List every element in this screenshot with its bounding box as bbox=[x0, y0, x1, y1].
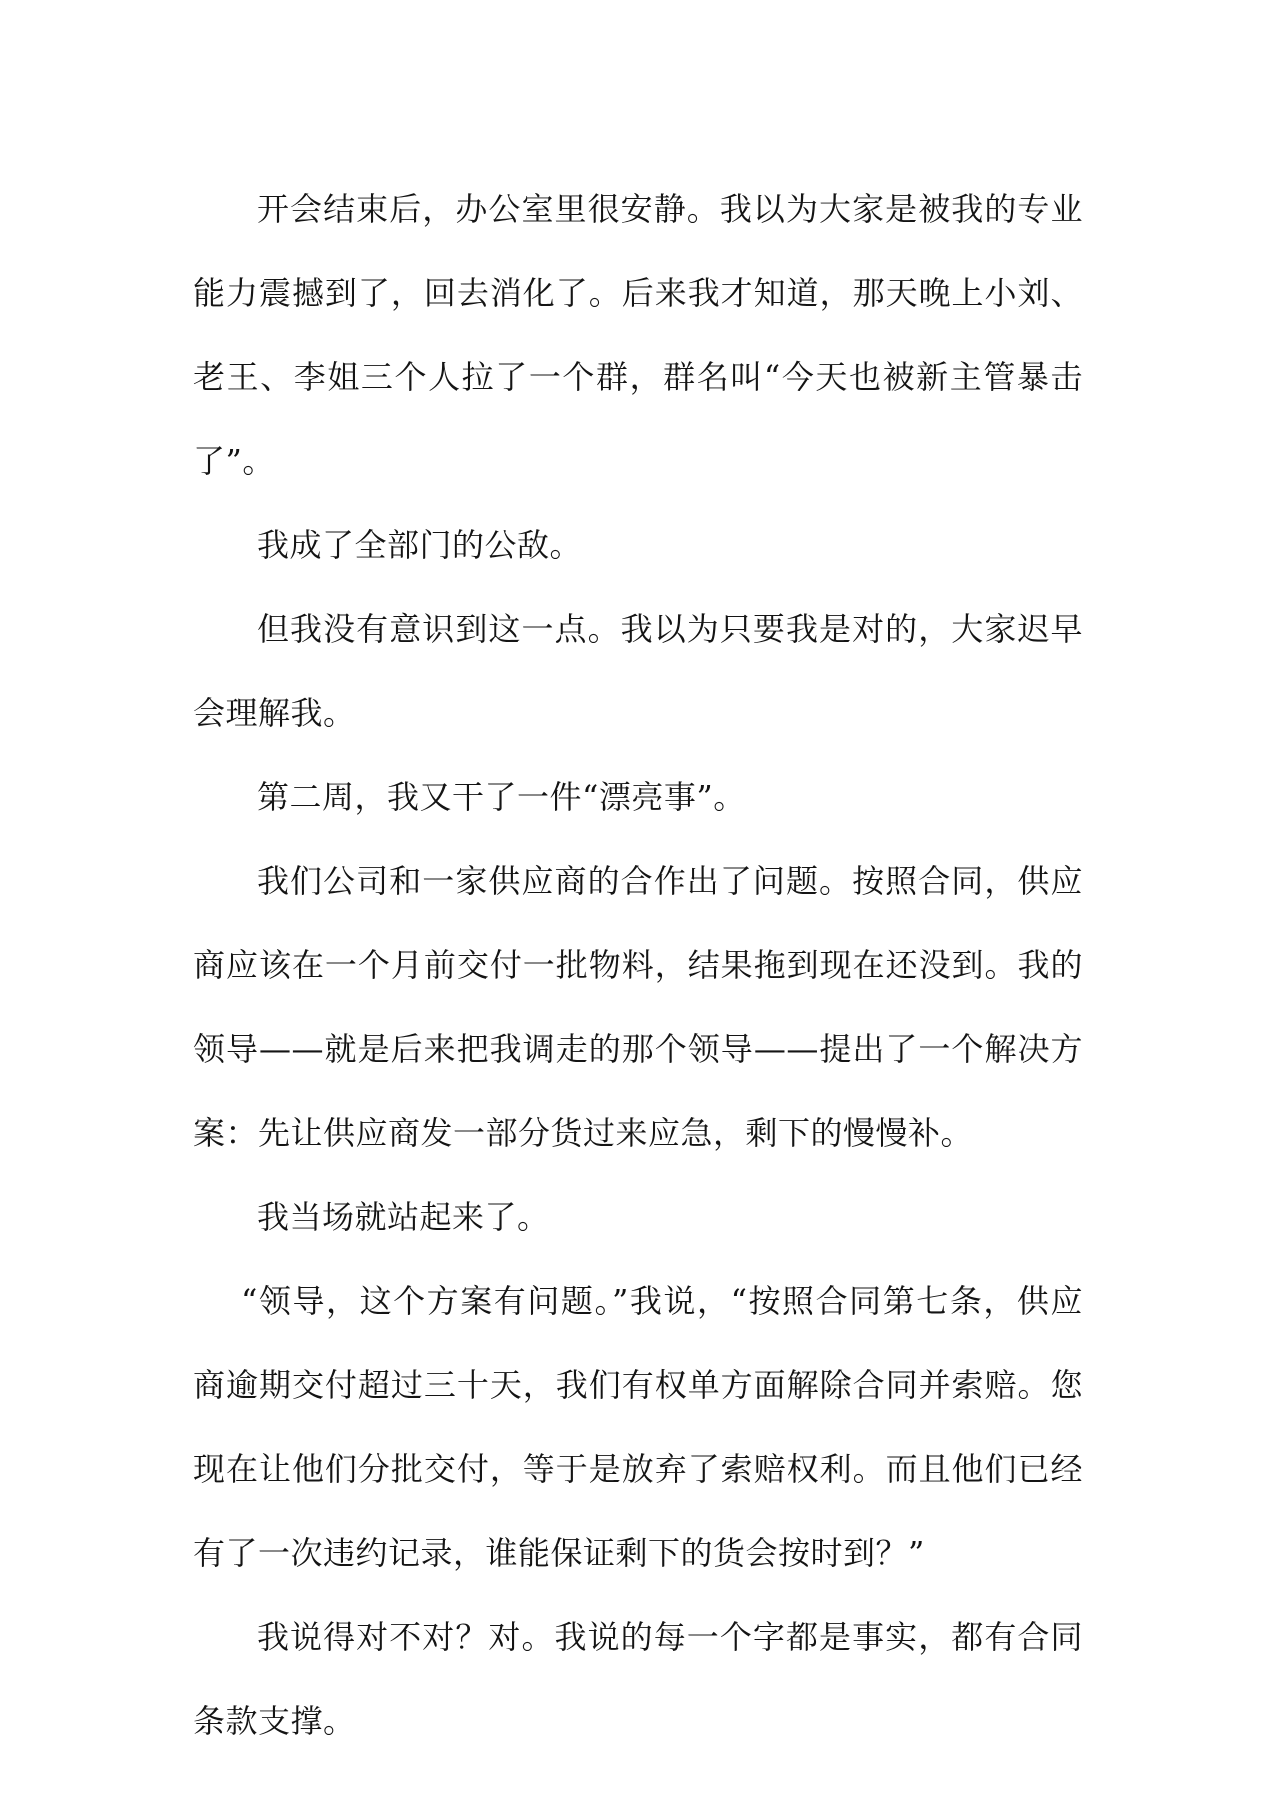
paragraph-4: 第二周，我又干了一件“漂亮事”。 bbox=[257, 778, 746, 816]
paragraph-6: 我当场就站起来了。 bbox=[257, 1198, 550, 1236]
paragraph-1: 开会结束后，办公室里很安静。我以为大家是被我的专业能力震撼到了，回去消化了。后来我才知道，那天晚上小刘、老王、李姐三个人拉了一个群，群名叫“今天也被新主管暴击了”。 bbox=[193, 190, 1083, 480]
paragraph-5: 我们公司和一家供应商的合作出了问题。按照合同，供应商应该在一个月前交付一批物料，结果拖到现在还没到。我的领导——就是后来把我调走的那个领导——提出了一个解决方案：先让供应商发一部分货过来应急，剩下的慢慢补。 bbox=[193, 862, 1083, 1152]
paragraph-7: “领导，这个方案有问题。”我说，“按照合同第七条，供应商逾期交付超过三十天，我们有权单方面解除合同并索赔。您现在让他们分批交付，等于是放弃了索赔权利。而且他们已经有了一次违约记录，谁能保证剩下的货会按时到？” bbox=[193, 1282, 1083, 1572]
paragraph-3: 但我没有意识到这一点。我以为只要我是对的，大家迟早会理解我。 bbox=[193, 610, 1083, 732]
document-body bbox=[193, 167, 1083, 1763]
paragraph-8: 我说得对不对？对。我说的每一个字都是事实，都有合同条款支撑。 bbox=[193, 1618, 1083, 1740]
paragraph-2: 我成了全部门的公敌。 bbox=[257, 526, 583, 564]
